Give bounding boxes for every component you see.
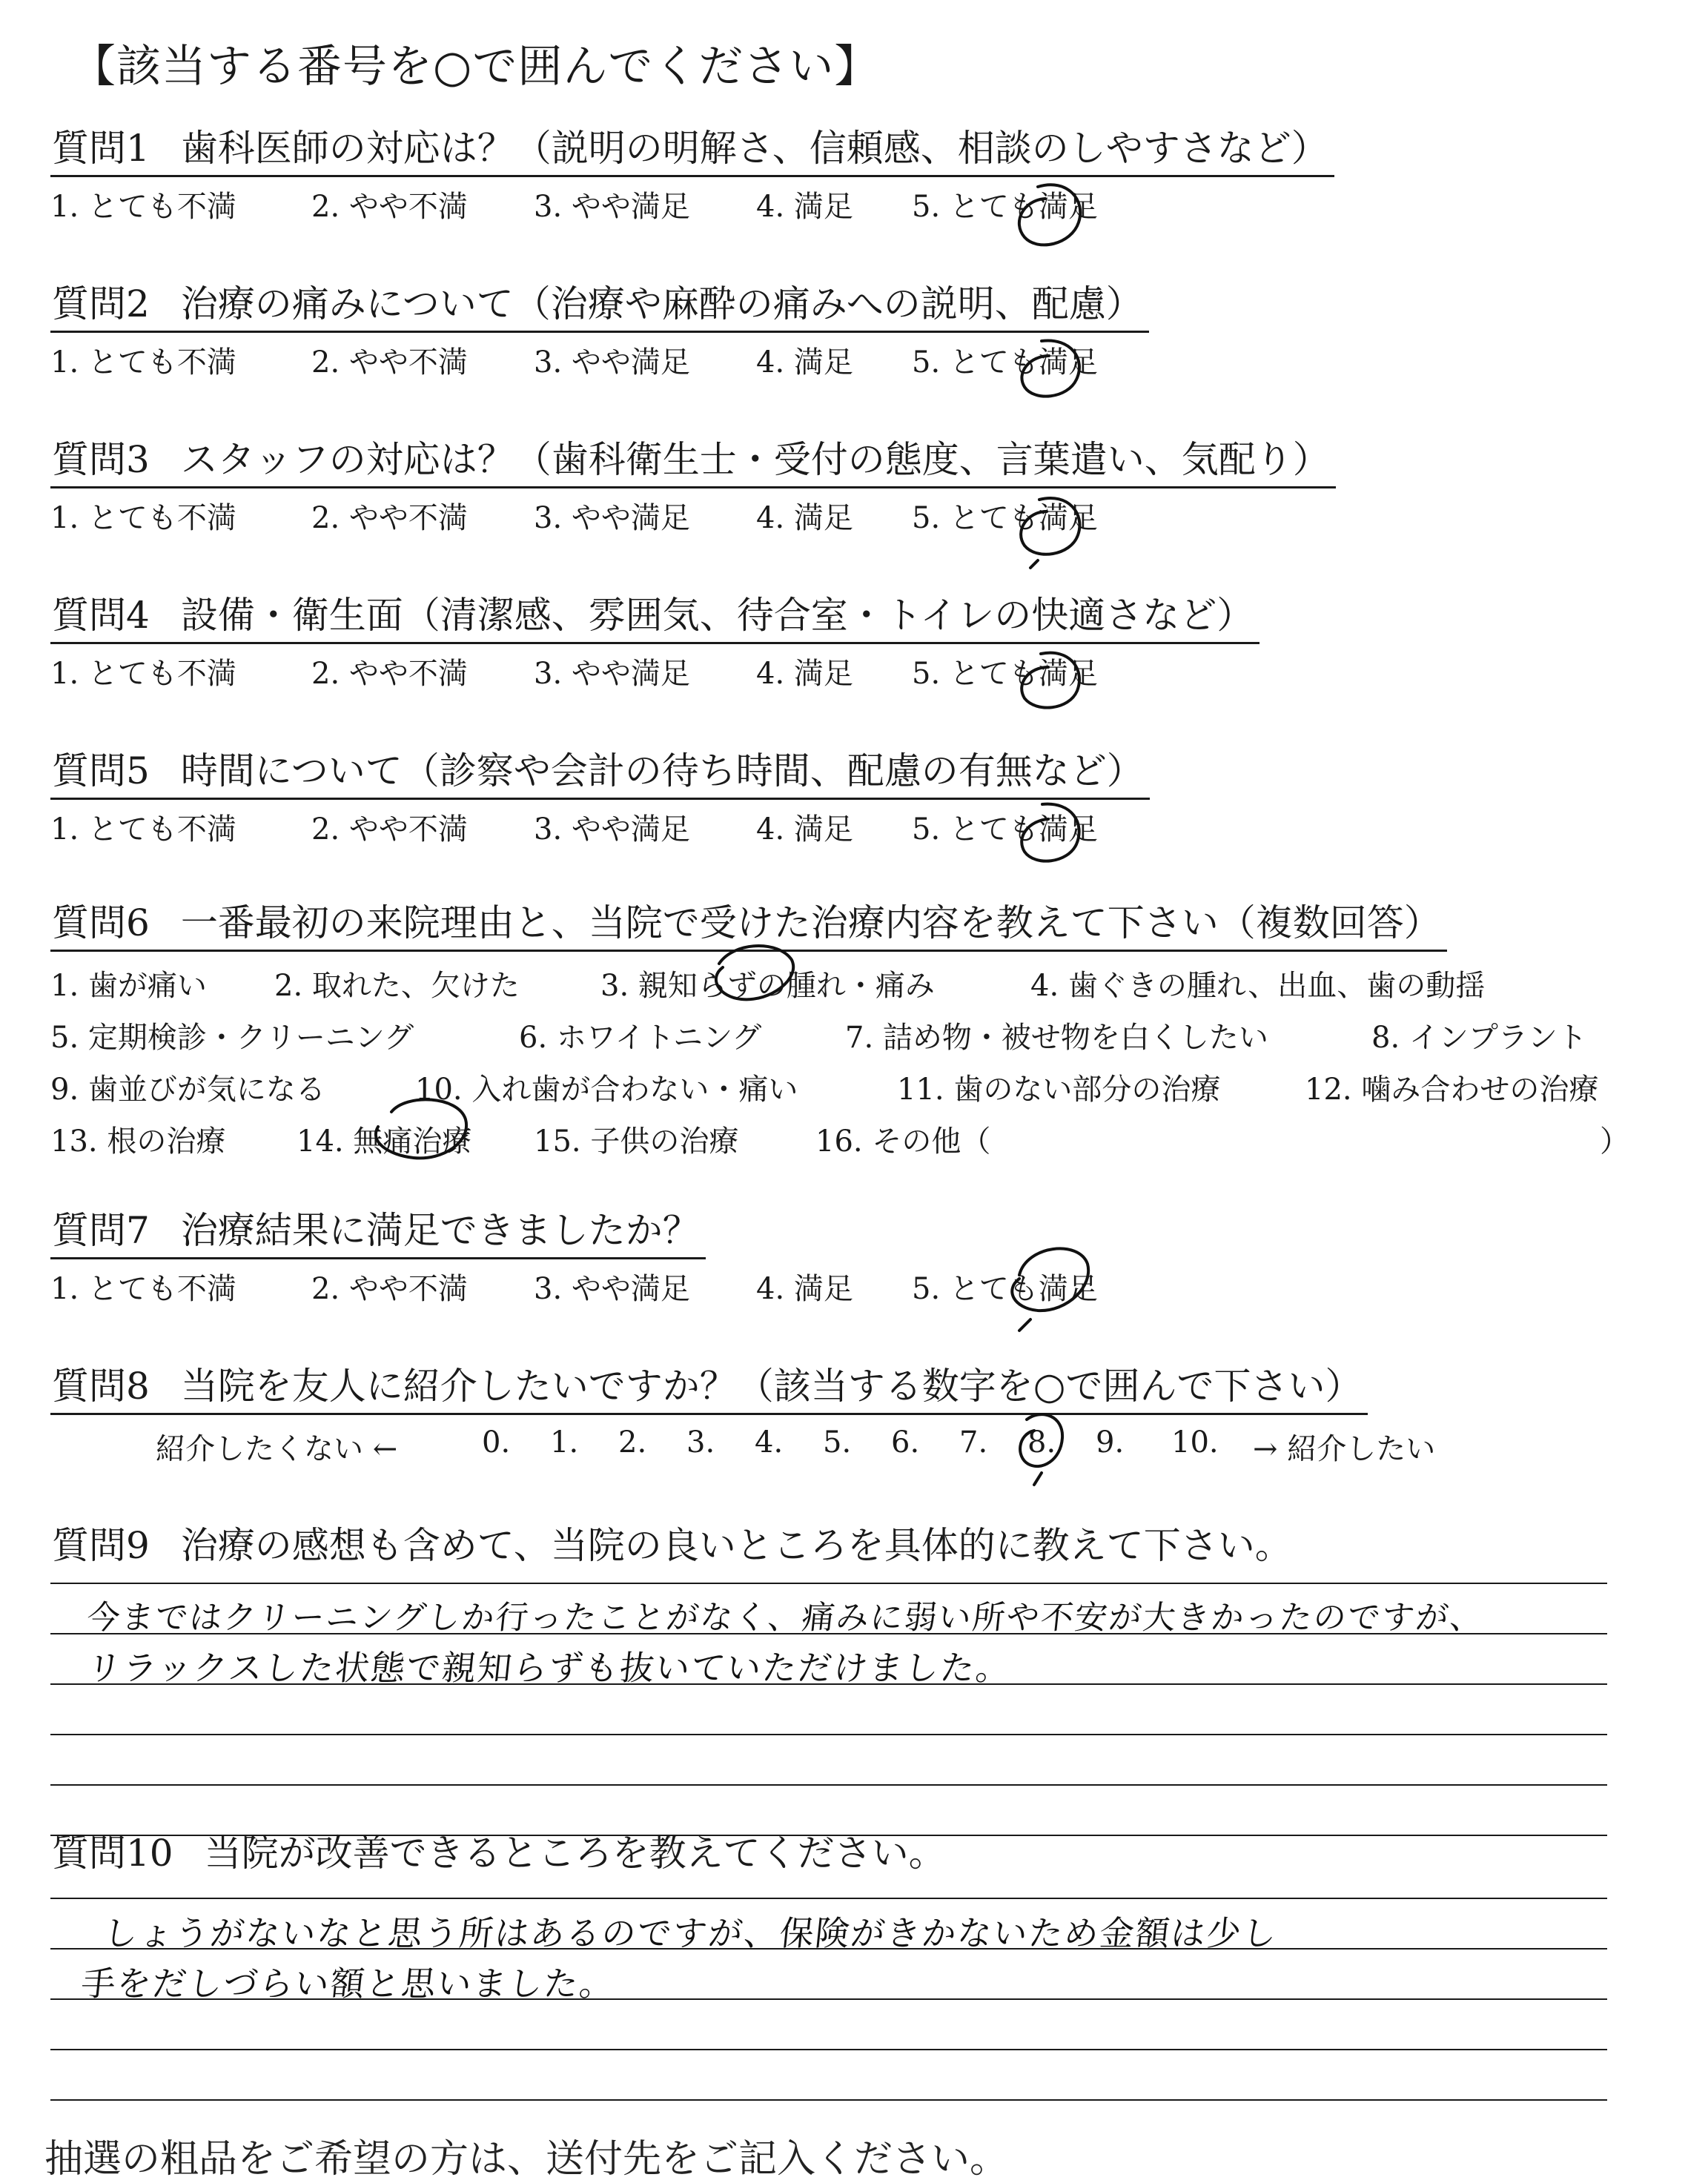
q6-option-9[interactable]: 9. 歯並びが気になる — [50, 1073, 325, 1107]
footer-note: 抽選の粗品をご希望の方は、送付先をご記入ください。 — [44, 2137, 1009, 2182]
q7-option-5[interactable]: 5. とても満足 — [912, 1272, 1098, 1306]
question-1-text: 歯科医師の対応は？（説明の明解さ、信頼感、相談のしやすさなど） — [180, 127, 1328, 170]
question-5 — [50, 749, 1659, 862]
question-8 — [50, 1364, 1659, 1477]
question-2-options — [50, 343, 1659, 395]
q4-option-1[interactable]: 1. とても不満 — [50, 657, 236, 691]
q8-scale-2[interactable]: 2. — [618, 1425, 647, 1460]
q7-option-3[interactable]: 3. やや満足 — [534, 1272, 690, 1306]
q4-option-5[interactable]: 5. とても満足 — [912, 657, 1098, 691]
q6-option-16[interactable]: 16. その他（ — [815, 1124, 991, 1159]
question-4-options — [50, 655, 1659, 706]
q2-option-5[interactable]: 5. とても満足 — [912, 345, 1098, 380]
q6-option-1[interactable]: 1. 歯が痛い — [50, 969, 207, 1003]
q4-option-3[interactable]: 3. やや満足 — [534, 657, 690, 691]
question-6-text: 一番最初の来院理由と、当院で受けた治療内容を教えて下さい（複数回答） — [180, 901, 1441, 944]
question-1-title — [50, 126, 1334, 177]
q8-high-label: → 紹介したい — [1253, 1432, 1436, 1466]
question-2-title — [50, 282, 1149, 333]
q6-option-row-2 — [50, 1014, 1659, 1066]
q3-option-3[interactable]: 3. やや満足 — [534, 501, 690, 535]
question-9-label: 質問9 — [52, 1524, 150, 1567]
question-8-label: 質問8 — [52, 1365, 150, 1408]
q10-line-1 — [50, 1898, 1607, 1899]
q6-option-15[interactable]: 15. 子供の治療 — [534, 1124, 739, 1159]
page-title: 【該当する番号を○で囲んでください】 — [71, 41, 880, 93]
question-5-label: 質問5 — [52, 749, 150, 792]
q10-handwritten-answer-1: しょうがないなと思う所はあるのですが、保険がきかないため金額は少し — [101, 1913, 1280, 1953]
q5-option-5[interactable]: 5. とても満足 — [912, 812, 1098, 847]
q3-option-5[interactable]: 5. とても満足 — [912, 501, 1098, 535]
question-8-title — [50, 1364, 1368, 1415]
q5-option-1[interactable]: 1. とても不満 — [50, 812, 236, 847]
question-5-text: 時間について（診察や会計の待ち時間、配慮の有無など） — [180, 749, 1144, 792]
q8-low-label: 紹介したくない ← — [156, 1432, 398, 1466]
question-3-title — [50, 437, 1336, 488]
question-7-label: 質問7 — [52, 1209, 150, 1252]
q2-option-1[interactable]: 1. とても不満 — [50, 345, 236, 380]
question-4-text: 設備・衛生面（清潔感、雰囲気、待合室・トイレの快適さなど） — [180, 594, 1254, 637]
question-8-text: 当院を友人に紹介したいですか？（該当する数字を○で囲んで下さい） — [180, 1365, 1363, 1408]
question-3-options — [50, 499, 1659, 551]
q6-option-16-close: ） — [1600, 1124, 1629, 1159]
question-7-title — [50, 1208, 706, 1259]
q6-option-12[interactable]: 12. 噛み合わせの治療 — [1305, 1073, 1599, 1107]
q8-scale-7[interactable]: 7. — [959, 1425, 988, 1460]
question-6-label: 質問6 — [52, 901, 150, 944]
question-7-text: 治療結果に満足できましたか？ — [180, 1209, 700, 1252]
q1-option-3[interactable]: 3. やや満足 — [534, 190, 690, 224]
q6-option-7[interactable]: 7. 詰め物・被せ物を白くしたい — [845, 1021, 1268, 1055]
question-5-options — [50, 810, 1659, 862]
question-7 — [50, 1208, 1659, 1322]
question-8-scale — [50, 1425, 1659, 1477]
q6-option-2[interactable]: 2. 取れた、欠けた — [274, 969, 520, 1003]
question-1 — [50, 126, 1659, 239]
q6-option-4[interactable]: 4. 歯ぐきの腫れ、出血、歯の動揺 — [1030, 969, 1486, 1003]
q6-option-6[interactable]: 6. ホワイトニング — [519, 1021, 762, 1055]
q8-scale-10[interactable]: 10. — [1171, 1425, 1219, 1460]
q2-option-3[interactable]: 3. やや満足 — [534, 345, 690, 380]
question-1-options — [50, 188, 1659, 239]
question-10-label: 質問10 — [52, 1832, 173, 1875]
q8-scale-0[interactable]: 0. — [482, 1425, 511, 1460]
q5-option-2[interactable]: 2. やや不満 — [311, 812, 468, 847]
question-10 — [50, 1831, 1659, 1880]
question-4-title — [50, 593, 1260, 644]
q3-option-1[interactable]: 1. とても不満 — [50, 501, 236, 535]
question-2-label: 質問2 — [52, 282, 150, 325]
question-3-label: 質問3 — [52, 438, 150, 481]
q3-option-4[interactable]: 4. 満足 — [756, 501, 853, 535]
q5-option-3[interactable]: 3. やや満足 — [534, 812, 690, 847]
q8-scale-6[interactable]: 6. — [891, 1425, 920, 1460]
q7-option-1[interactable]: 1. とても不満 — [50, 1272, 236, 1306]
question-4-label: 質問4 — [52, 594, 150, 637]
q6-option-13[interactable]: 13. 根の治療 — [50, 1124, 226, 1159]
question-9 — [50, 1523, 1659, 1572]
question-10-title — [50, 1831, 952, 1880]
q8-scale-4[interactable]: 4. — [755, 1425, 784, 1460]
q1-option-4[interactable]: 4. 満足 — [756, 190, 853, 224]
q6-option-3[interactable]: 3. 親知らずの腫れ・痛み — [600, 969, 935, 1003]
q6-option-14[interactable]: 14. 無痛治療 — [297, 1124, 472, 1159]
q7-option-4[interactable]: 4. 満足 — [756, 1272, 853, 1306]
q10-line-4 — [50, 2049, 1607, 2050]
q8-scale-5[interactable]: 5. — [823, 1425, 852, 1460]
q2-option-2[interactable]: 2. やや不満 — [311, 345, 468, 380]
q1-option-1[interactable]: 1. とても不満 — [50, 190, 236, 224]
q6-option-row-4 — [50, 1118, 1659, 1170]
q9-line-4 — [50, 1734, 1607, 1735]
question-9-text: 治療の感想も含めて、当院の良いところを具体的に教えて下さい。 — [180, 1524, 1292, 1567]
q4-option-4[interactable]: 4. 満足 — [756, 657, 853, 691]
q6-option-5[interactable]: 5. 定期検診・クリーニング — [50, 1021, 414, 1055]
q9-handwritten-answer-1: 今まではクリーニングしか行ったことがなく、痛みに弱い所や不安が大きかったのですが、 — [85, 1599, 1486, 1637]
question-2 — [50, 282, 1659, 395]
q4-option-2[interactable]: 2. やや不満 — [311, 657, 468, 691]
q8-scale-9[interactable]: 9. — [1096, 1425, 1125, 1460]
q2-option-4[interactable]: 4. 満足 — [756, 345, 853, 380]
q1-option-5[interactable]: 5. とても満足 — [912, 190, 1098, 224]
q9-line-1 — [50, 1583, 1607, 1584]
question-3-text: スタッフの対応は？（歯科衛生士・受付の態度、言葉遣い、気配り） — [180, 438, 1330, 481]
q10-line-5 — [50, 2099, 1607, 2101]
question-3 — [50, 437, 1659, 551]
q8-scale-1[interactable]: 1. — [550, 1425, 579, 1460]
question-6 — [50, 901, 1659, 1170]
question-1-label: 質問1 — [52, 127, 150, 170]
question-5-title — [50, 749, 1150, 800]
q8-scale-8[interactable]: 8. — [1027, 1425, 1056, 1460]
q9-handwritten-answer-2: リラックスした状態で親知らずも抜いていただけました。 — [85, 1648, 1014, 1688]
question-6-title — [50, 901, 1447, 952]
question-4 — [50, 593, 1659, 706]
q8-scale-3[interactable]: 3. — [686, 1425, 715, 1460]
q1-option-2[interactable]: 2. やや不満 — [311, 190, 468, 224]
q3-option-2[interactable]: 2. やや不満 — [311, 501, 468, 535]
q6-option-8[interactable]: 8. インプラント — [1371, 1021, 1587, 1055]
question-6-options — [50, 962, 1659, 1170]
question-7-options — [50, 1270, 1659, 1322]
q6-option-11[interactable]: 11. 歯のない部分の治療 — [897, 1073, 1221, 1107]
question-2-text: 治療の痛みについて（治療や麻酔の痛みへの説明、配慮） — [180, 282, 1143, 325]
q6-option-row-3 — [50, 1066, 1659, 1118]
q10-handwritten-answer-2: 手をだしづらい額と思いました。 — [79, 1964, 618, 2004]
q5-option-4[interactable]: 4. 満足 — [756, 812, 853, 847]
q9-line-5 — [50, 1784, 1607, 1786]
question-10-text: 当院が改善できるところを教えてください。 — [204, 1832, 946, 1875]
q6-option-row-1 — [50, 962, 1659, 1014]
question-9-title — [50, 1523, 1298, 1572]
q6-option-10[interactable]: 10. 入れ歯が合わない・痛い — [415, 1073, 798, 1107]
q7-option-2[interactable]: 2. やや不満 — [311, 1272, 468, 1306]
